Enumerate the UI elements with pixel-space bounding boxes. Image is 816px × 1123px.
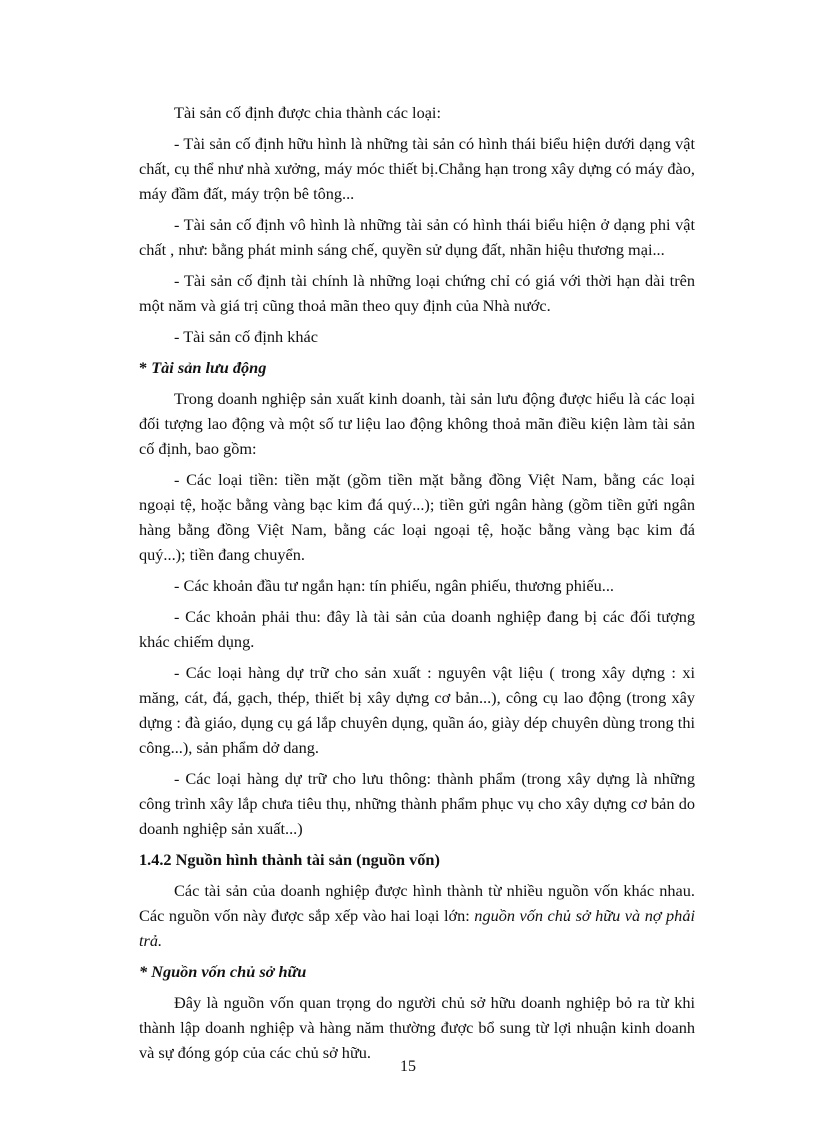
paragraph-capital-sources [139,878,695,953]
paragraph-other-assets: - Tài sản cố định khác [174,327,318,346]
paragraph-intro: Tài sản cố định được chia thành các loại: [174,103,441,122]
paragraph-tangible-assets: - Tài sản cố định hữu hình là những tài sản có hình thái biểu hiện dưới dạng vật chất, cụ thể như nhà xưởng, máy móc thiết bị.Chẳng hạn trong xây dựng có máy đào, máy đầm đất, máy trộn bê tông... [139,134,695,203]
paragraph-production-inventory: - Các loại hàng dự trữ cho sản xuất : nguyên vật liệu ( trong xây dựng : xi măng, cát, đá, gạch, thép, thiết bị xây dựng cơ bản...), công cụ lao động (trong xây dựng : đà giáo, dụng cụ gá lắp chuyên dụng, quần áo, giày dép chuyên dùng trong thi công...), sản phẩm dở dang. [139,663,695,757]
paragraph-cash: - Các loại tiền: tiền mặt (gồm tiền mặt bằng đồng Việt Nam, bằng các loại ngoại tệ, hoặc bằng vàng bạc kim đá quý...); tiền gửi ngân hàng (gồm tiền gửi ngân hàng bằng đồng Việt Nam, bằng các loại ngoại tệ, hoặc bằng vàng bạc kim đá quý...); tiền đang chuyển. [139,470,695,564]
page-number: 15 [400,1058,416,1075]
paragraph-current-assets-def: Trong doanh nghiệp sản xuất kinh doanh, tài sản lưu động được hiểu là các loại đối tượng lao động và một số tư liệu lao động không thoả mãn điều kiện làm tài sản cố định, bao gồm: [139,389,695,458]
paragraph-short-term-investments: - Các khoản đầu tư ngắn hạn: tín phiếu, ngân phiếu, thương phiếu... [174,576,614,595]
heading-current-assets [139,355,695,380]
paragraph-financial-assets: - Tài sản cố định tài chính là những loại chứng chỉ có giá với thời hạn dài trên một năm và giá trị cũng thoả mãn theo quy định của Nhà nước. [139,271,695,315]
paragraph-circulation-inventory: - Các loại hàng dự trữ cho lưu thông: thành phẩm (trong xây dựng là những công trình xây lắp chưa tiêu thụ, những thành phẩm phục vụ cho xây dựng cơ bản do doanh nghiệp sản xuất...) [139,769,695,838]
heading-star: * [139,358,152,377]
heading-owner-equity: * Nguồn vốn chủ sở hữu [139,962,307,981]
paragraph-receivables: - Các khoản phải thu: đây là tài sản của doanh nghiệp đang bị các đối tượng khác chiếm dụng. [139,607,695,651]
paragraph-capital-sources-emphasis: nguồn vốn chủ sở hữu và nợ phải trả. [139,906,695,950]
paragraph-capital-sources-text: Các tài sản của doanh nghiệp được hình thành từ nhiều nguồn vốn khác nhau. Các nguồn vốn này được sắp xếp vào hai loại lớn: [139,881,695,925]
heading-current-assets-text: Tài sản lưu động [151,358,267,377]
heading-section-1-4-2: 1.4.2 Nguồn hình thành tài sản (nguồn vốn) [139,850,440,869]
page-body [139,100,695,1071]
paragraph-owner-equity: Đây là nguồn vốn quan trọng do người chủ sở hữu doanh nghiệp bỏ ra từ khi thành lập doanh nghiệp và hàng năm thường được bổ sung từ lợi nhuận kinh doanh và sự đóng góp của các chủ sở hữu. [139,993,695,1062]
paragraph-intangible-assets: - Tài sản cố định vô hình là những tài sản có hình thái biểu hiện ở dạng phi vật chất , như: bằng phát minh sáng chế, quyền sử dụng đất, nhãn hiệu thương mại... [139,215,695,259]
